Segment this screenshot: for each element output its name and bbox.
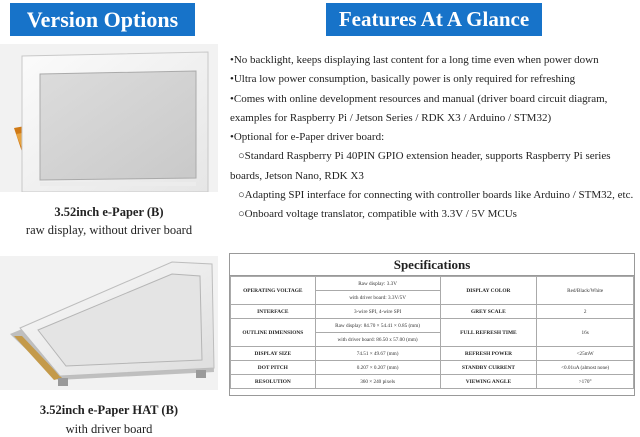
spec-value: 74.51 × 49.67 (mm) [315, 347, 440, 361]
spec-value: with driver board: 3.3V/5V [315, 291, 440, 305]
spec-label: DISPLAY COLOR [440, 277, 537, 305]
spec-label: OPERATING VOLTAGE [231, 277, 316, 305]
spec-label: INTERFACE [231, 305, 316, 319]
spec-label: GREY SCALE [440, 305, 537, 319]
spec-label: REFRESH POWER [440, 347, 537, 361]
features-list [230, 51, 640, 225]
product-title-hat: 3.52inch e-Paper HAT (B) [39, 403, 179, 417]
product-subtitle-hat: with driver board [65, 422, 153, 436]
product-card-raw-display [0, 44, 218, 192]
spec-value: <0.01uA (almost none) [537, 361, 634, 375]
feature-subitem: ○Onboard voltage translator, compatible with 3.3V / 5V MCUs [238, 208, 517, 221]
feature-item: boards, Jetson Nano, RDK X3 [230, 169, 364, 182]
spec-value: 0.207 × 0.207 (mm) [315, 361, 440, 375]
spec-value: Raw display: 3.3V [315, 277, 440, 291]
epaper-hat-image [0, 256, 218, 390]
spec-value: 360 × 240 pixels [315, 375, 440, 389]
feature-item: •Comes with online development resources and manual (driver board circuit diagram, [230, 92, 608, 105]
feature-item: examples for Raspberry Pi / Jetson Series / RDK X3 / Arduino / STM32) [230, 111, 552, 124]
product-subtitle-raw: raw display, without driver board [25, 223, 193, 237]
spec-value: with driver board: 86.50 x 57.00 (mm) [315, 333, 440, 347]
product-card-hat [0, 256, 218, 390]
feature-subitem: ○Adapting SPI interface for connecting with controller boards like Arduino / STM32, etc. [238, 189, 634, 202]
spec-label: OUTLINE DIMENSIONS [231, 319, 316, 347]
spec-label: DISPLAY SIZE [231, 347, 316, 361]
spec-value: Raw display: 84.70 × 54.41 × 0.85 (mm) [315, 319, 440, 333]
spec-value: >170° [537, 375, 634, 389]
spec-label: DOT PITCH [231, 361, 316, 375]
spec-label: RESOLUTION [231, 375, 316, 389]
raw-epaper-image [0, 44, 218, 192]
spec-value: 16s [537, 319, 634, 347]
spec-value: Red/Black/White [537, 277, 634, 305]
specifications-title: Specifications [230, 254, 634, 276]
spec-value: <25mW [537, 347, 634, 361]
specifications-table [229, 253, 635, 396]
version-options-banner: Version Options [10, 3, 195, 36]
feature-item: •Optional for e-Paper driver board: [230, 131, 385, 144]
spec-grid [230, 276, 634, 389]
features-banner: Features At A Glance [326, 3, 542, 36]
spec-label: FULL REFRESH TIME [440, 319, 537, 347]
product-title-raw: 3.52inch e-Paper (B) [54, 205, 164, 219]
spec-value: 2 [537, 305, 634, 319]
feature-item: •Ultra low power consumption, basically power is only required for refreshing [230, 73, 576, 86]
spec-label: VIEWING ANGLE [440, 375, 537, 389]
spec-label: STANDBY CURRENT [440, 361, 537, 375]
spec-value: 3-wire SPI, 4-wire SPI [315, 305, 440, 319]
feature-subitem: ○Standard Raspberry Pi 40PIN GPIO extension header, supports Raspberry Pi series [238, 150, 611, 163]
feature-item: •No backlight, keeps displaying last content for a long time even when power down [230, 54, 599, 66]
